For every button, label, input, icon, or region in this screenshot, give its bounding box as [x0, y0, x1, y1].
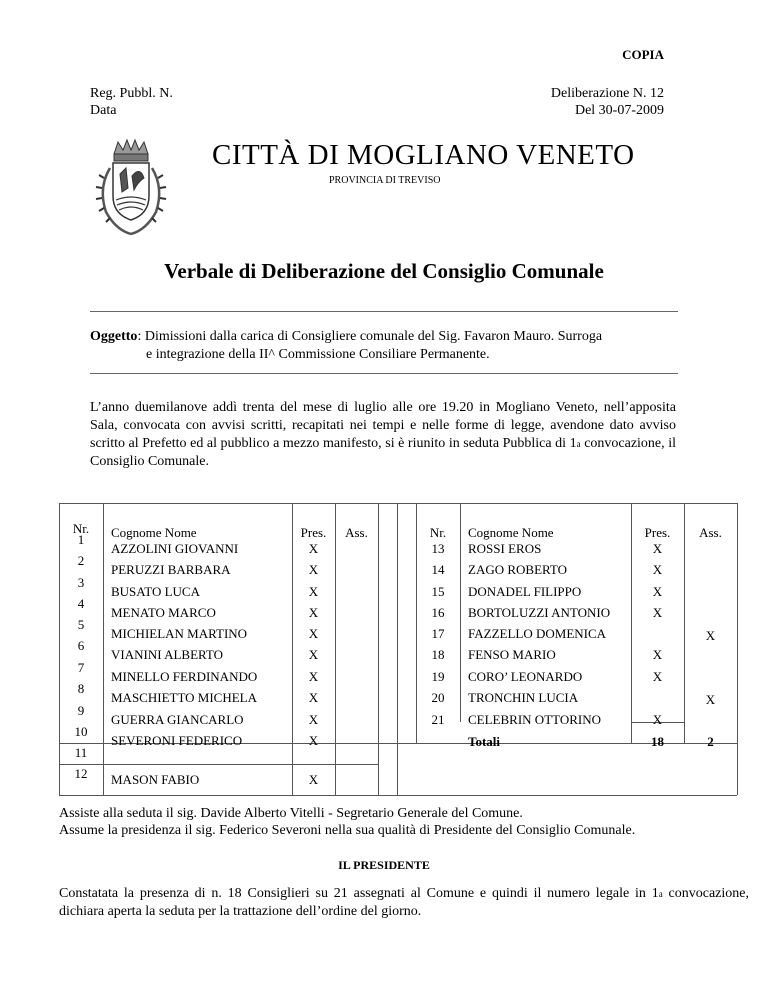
member-present: X — [652, 647, 663, 662]
table-line — [737, 503, 738, 795]
member-nr: 19 — [431, 669, 445, 684]
table-line — [59, 795, 737, 796]
table-line — [59, 503, 737, 504]
member-nr: 14 — [431, 562, 445, 577]
member-name: FAZZELLO DOMENICA — [468, 626, 607, 641]
province-name: PROVINCIA DI TREVISO — [329, 175, 441, 186]
member-nr: 7 — [77, 660, 85, 675]
member-present: X — [652, 712, 663, 727]
totals-present: 18 — [651, 734, 664, 749]
member-nr: 21 — [431, 712, 445, 727]
header-name: Cognome Nome — [111, 525, 197, 540]
copia-label: COPIA — [622, 47, 664, 62]
member-nr: 5 — [77, 617, 85, 632]
assistance-block — [59, 805, 749, 839]
member-present: X — [308, 605, 319, 620]
member-nr: 1 — [77, 532, 85, 547]
member-name: SEVERONI FEDERICO — [111, 733, 243, 748]
member-name: GUERRA GIANCARLO — [111, 712, 244, 727]
member-nr: 6 — [77, 638, 85, 653]
member-present: X — [308, 772, 319, 787]
reg-pubbl-label: Reg. Pubbl. N. — [90, 86, 173, 101]
member-present: X — [308, 626, 319, 641]
member-present: X — [308, 647, 319, 662]
member-present: X — [652, 605, 663, 620]
member-name: VIANINI ALBERTO — [111, 647, 223, 662]
deliberation-number: Deliberazione N. 12 — [550, 86, 664, 101]
document-title: Verbale di Deliberazione del Consiglio Comunale — [164, 259, 604, 283]
header-pres: Pres. — [300, 525, 327, 540]
header-name: Cognome Nome — [468, 525, 554, 540]
header-ass: Ass. — [345, 525, 368, 540]
attendance-table — [59, 503, 737, 795]
member-nr: 2 — [77, 553, 85, 568]
member-nr: 12 — [74, 766, 88, 781]
member-name: FENSO MARIO — [468, 647, 556, 662]
member-nr: 17 — [431, 626, 445, 641]
member-name: BORTOLUZZI ANTONIO — [468, 605, 611, 620]
header-ass: Ass. — [699, 525, 722, 540]
presidenza-text: Assume la presidenza il sig. Federico Severoni nella sua qualità di Presidente del Consiglio Comunale. — [59, 823, 636, 838]
subject-text-line1: : Dimissioni dalla carica di Consigliere comunale del Sig. Favaron Mauro. Surroga — [137, 329, 603, 344]
member-name: MENATO MARCO — [111, 605, 216, 620]
member-present: X — [652, 584, 663, 599]
table-line — [335, 503, 336, 795]
subject-label: Oggetto — [90, 329, 138, 344]
member-name: ROSSI EROS — [468, 541, 542, 556]
divider-bottom — [90, 373, 678, 374]
member-present: X — [308, 712, 319, 727]
totals-absent: 2 — [707, 734, 714, 749]
member-nr: 3 — [77, 575, 85, 590]
member-absent: X — [705, 628, 716, 643]
member-present: X — [308, 733, 319, 748]
deliberation-block — [551, 85, 664, 119]
member-nr: 9 — [77, 703, 85, 718]
member-name: BUSATO LUCA — [111, 584, 200, 599]
member-nr: 16 — [431, 605, 445, 620]
member-present: X — [652, 562, 663, 577]
coat-of-arms-icon — [92, 138, 170, 238]
member-present: X — [652, 669, 663, 684]
data-label: Data — [90, 103, 117, 118]
table-line — [59, 764, 378, 765]
member-name: PERUZZI BARBARA — [111, 562, 231, 577]
quorum-paragraph — [59, 885, 749, 921]
member-present: X — [308, 690, 319, 705]
table-line — [103, 503, 104, 795]
table-line — [378, 503, 379, 795]
quorum-text-end: convocazione, dichiara aperta la seduta per la trattazione dell’ordine del giorno. — [59, 886, 749, 919]
member-name: CELEBRIN OTTORINO — [468, 712, 602, 727]
member-present: X — [308, 541, 319, 556]
president-heading: IL PRESIDENTE — [338, 858, 430, 872]
city-name: CITTÀ DI MOGLIANO VENETO — [212, 139, 635, 171]
assiste-text: Assiste alla seduta il sig. Davide Alberto Vitelli - Segretario Generale del Comune. — [59, 806, 523, 821]
member-present: X — [308, 584, 319, 599]
member-name: AZZOLINI GIOVANNI — [111, 541, 239, 556]
member-name: DONADEL FILIPPO — [468, 584, 582, 599]
divider-top — [90, 311, 678, 312]
member-absent: X — [705, 692, 716, 707]
member-nr: 11 — [74, 745, 88, 760]
member-nr: 10 — [74, 724, 88, 739]
totals-label: Totali — [468, 734, 501, 749]
quorum-superscript: a — [658, 889, 663, 899]
intro-text: L’anno duemilanove addì trenta del mese di luglio alle ore 19.20 in Mogliano Veneto, nell’apposita Sala, convocata con avvisi scritti, recapitati nei tempi e nelle forme di legge, avendone dato avviso scritto al Prefetto ed al pubblico a mezzo manifesto, si è riunito in seduta Pubblica di 1 — [90, 400, 676, 451]
member-present: X — [652, 541, 663, 556]
header-pres: Pres. — [644, 525, 671, 540]
member-name: MICHIELAN MARTINO — [111, 626, 248, 641]
member-nr: 20 — [431, 690, 445, 705]
member-present: X — [308, 562, 319, 577]
member-nr: 8 — [77, 681, 85, 696]
header-nr: Nr. — [429, 525, 447, 540]
member-name: MASCHIETTO MICHELA — [111, 690, 258, 705]
member-name: ZAGO ROBERTO — [468, 562, 568, 577]
intro-text-end: convocazione, il Consiglio Comunale. — [90, 436, 676, 469]
header-nr: Nr. — [72, 521, 90, 536]
member-name: CORO’ LEONARDO — [468, 669, 583, 684]
quorum-text: Constatata la presenza di n. 18 Consiglieri su 21 assegnati al Comune e quindi il numero legale in 1 — [59, 886, 659, 901]
registration-block — [90, 85, 173, 119]
intro-paragraph — [90, 399, 676, 471]
deliberation-date: Del 30-07-2009 — [574, 103, 664, 118]
member-name: MINELLO FERDINANDO — [111, 669, 258, 684]
table-line — [397, 503, 398, 795]
member-nr: 18 — [431, 647, 445, 662]
member-name: TRONCHIN LUCIA — [468, 690, 579, 705]
member-present: X — [308, 669, 319, 684]
table-line — [460, 503, 461, 722]
member-nr: 4 — [77, 596, 85, 611]
intro-superscript: a — [576, 439, 581, 449]
subject-text-line2: e integrazione della II^ Commissione Consiliare Permanente. — [146, 347, 490, 362]
member-nr: 15 — [431, 584, 445, 599]
subject-block — [90, 328, 670, 364]
member-nr: 13 — [431, 541, 445, 556]
member-name: MASON FABIO — [111, 772, 200, 787]
